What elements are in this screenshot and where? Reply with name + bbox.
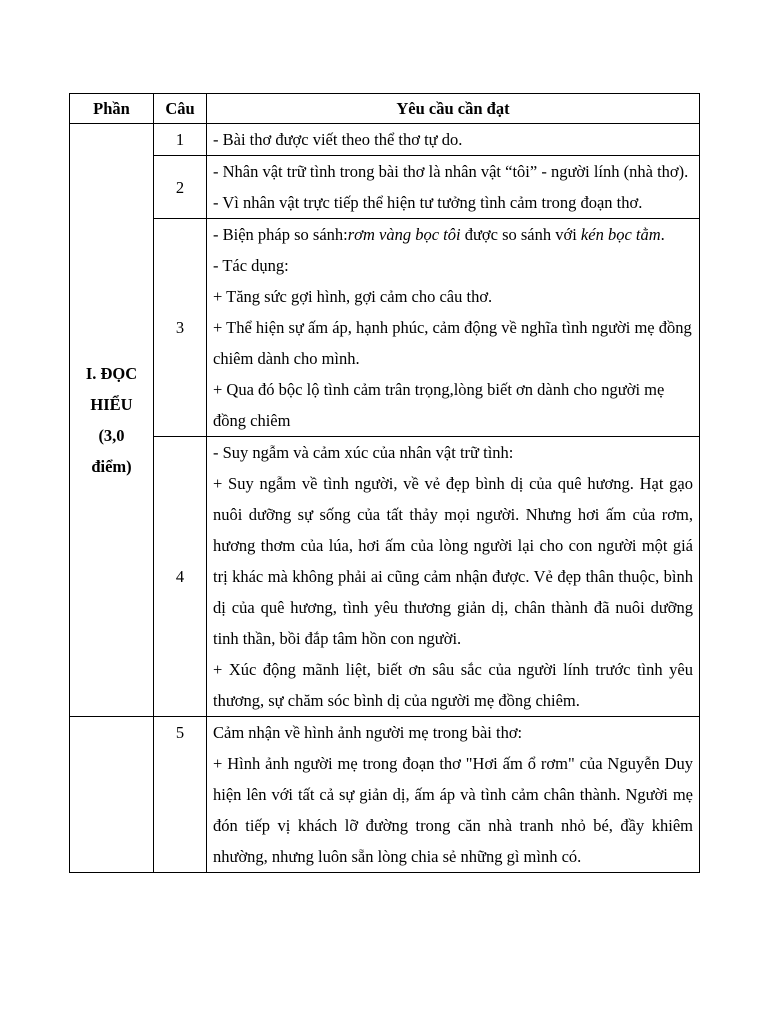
requirement-line: - Tác dụng:: [213, 256, 289, 275]
requirement-cell: [207, 437, 700, 717]
text-span: - Biện pháp so sánh:: [213, 225, 348, 244]
text-span: được so sánh với: [460, 225, 581, 244]
section-cell-empty: [70, 717, 154, 873]
question-number: 5: [154, 717, 207, 873]
requirement-cell: [207, 156, 700, 219]
table-row: [70, 219, 700, 437]
table-header-row: [70, 94, 700, 124]
requirement-line: Cảm nhận về hình ảnh người mẹ trong bài thơ:: [213, 723, 523, 742]
table-row: [70, 717, 700, 873]
requirement-line: [213, 219, 693, 250]
requirement-line: + Xúc động mãnh liệt, biết ơn sâu sắc của người lính trước tình yêu thương, sự chăm sóc bình dị của người mẹ đồng chiêm.: [213, 660, 693, 710]
question-number: 2: [154, 156, 207, 219]
section-line: (3,0: [98, 426, 125, 445]
text-span: .: [660, 225, 665, 244]
section-line: HIỂU: [90, 395, 133, 414]
question-number: 4: [154, 437, 207, 717]
requirement-line: - Bài thơ được viết theo thể thơ tự do.: [213, 130, 463, 149]
requirement-line: + Tăng sức gợi hình, gợi cảm cho câu thơ.: [213, 287, 493, 306]
section-cell: [70, 124, 154, 717]
requirement-line: + Suy ngẫm về tình người, về vẻ đẹp bình dị của quê hương. Hạt gạo nuôi dưỡng sự sống của tất thảy mọi người. Nhưng hơi ấm của rơm, hương thơm của lúa, hơi ấm của lòng người lại cho con người một giá trị khác mà không phải ai cũng cảm nhận được. Vẻ đẹp thân thuộc, bình dị của quê hương, tình yêu thương giản dị, chân thành đã nuôi dưỡng tinh thần, bồi đắp tâm hồn con người.: [213, 474, 693, 648]
question-number: 3: [154, 219, 207, 437]
table-row: [70, 124, 700, 156]
requirement-line: + Hình ảnh người mẹ trong đoạn thơ "Hơi ấm ổ rơm" của Nguyễn Duy hiện lên với tất cả sự giản dị, ấm áp và tình cảm chân thành. Người mẹ đón tiếp vị khách lỡ đường trong căn nhà tranh nhỏ bé, đầy khiêm nhường, nhưng luôn sẵn lòng chia sẻ những gì mình có.: [213, 754, 693, 866]
requirement-cell: [207, 717, 700, 873]
table-row: [70, 156, 700, 219]
requirement-line: - Suy ngẫm và cảm xúc của nhân vật trữ tình:: [213, 443, 514, 462]
requirement-line: - Nhân vật trữ tình trong bài thơ là nhân vật “tôi” - người lính (nhà thơ).: [213, 162, 689, 181]
section-line: điểm): [91, 457, 132, 476]
question-number: 1: [154, 124, 207, 156]
table-row: [70, 437, 700, 717]
requirement-line: - Vì nhân vật trực tiếp thể hiện tư tưởng tình cảm trong đoạn thơ.: [213, 193, 643, 212]
italic-phrase: rơm vàng bọc tôi: [347, 225, 461, 244]
requirement-line: + Thể hiện sự ấm áp, hạnh phúc, cảm động về nghĩa tình người mẹ đồng chiêm dành cho mình.: [213, 318, 692, 368]
section-line: I. ĐỌC: [85, 364, 138, 383]
italic-phrase: kén bọc tằm: [580, 225, 661, 244]
requirement-cell: [207, 219, 700, 437]
answer-key-table: [69, 93, 700, 873]
header-question: Câu: [154, 94, 207, 124]
header-requirement: Yêu cầu cần đạt: [207, 94, 700, 124]
header-part: Phần: [70, 94, 154, 124]
requirement-line: + Qua đó bộc lộ tình cảm trân trọng,lòng biết ơn dành cho người mẹ đồng chiêm: [213, 380, 665, 430]
requirement-cell: [207, 124, 700, 156]
